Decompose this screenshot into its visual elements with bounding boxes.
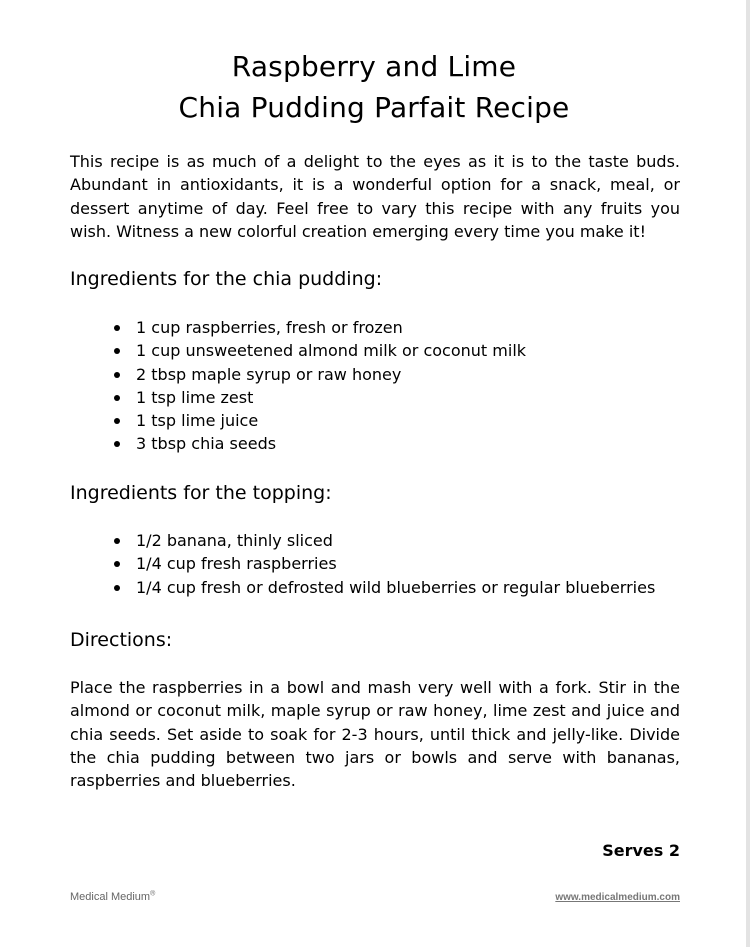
recipe-title (0, 46, 748, 128)
list-item: 1 cup raspberries, fresh or frozen (113, 316, 526, 339)
directions-heading: Directions: (70, 629, 173, 651)
page-edge (746, 0, 750, 947)
registered-mark: ® (150, 890, 156, 898)
recipe-title-line-1: Raspberry and Lime (231, 50, 517, 83)
chia-ingredients-heading: Ingredients for the chia pudding: (70, 268, 383, 290)
list-item: 1/4 cup fresh raspberries (113, 552, 655, 575)
footer-brand (70, 890, 155, 904)
topping-ingredients-list (113, 529, 655, 599)
intro-paragraph: This recipe is as much of a delight to the eyes as it is to the taste buds. Abundant in antioxidants, it is a wonderful option for a snack, meal, or dessert anytime of day. Feel free to vary this recipe with any fruits you wish. Witness a new colorful creation emerging every time you make it! (70, 152, 680, 241)
list-item: 1/2 banana, thinly sliced (113, 529, 655, 552)
footer-brand-name: Medical Medium (70, 891, 151, 903)
list-item: 1 cup unsweetened almond milk or coconut milk (113, 339, 526, 362)
recipe-title-line-2: Chia Pudding Parfait Recipe (178, 91, 570, 124)
list-item: 3 tbsp chia seeds (113, 432, 526, 455)
list-item: 1 tsp lime zest (113, 386, 526, 409)
list-item: 1/4 cup fresh or defrosted wild blueberries or regular blueberries (113, 576, 655, 599)
chia-ingredients-list (113, 316, 526, 456)
list-item: 1 tsp lime juice (113, 409, 526, 432)
list-item: 2 tbsp maple syrup or raw honey (113, 363, 526, 386)
serves-label: Serves 2 (602, 841, 680, 860)
footer-website-link[interactable]: www.medicalmedium.com (555, 892, 680, 903)
directions-paragraph: Place the raspberries in a bowl and mash very well with a fork. Stir in the almond or coconut milk, maple syrup or raw honey, lime zest and juice and chia seeds. Set aside to soak for 2-3 hours, until thick and jelly-like. Divide the chia pudding between two jars or bowls and serve with bananas, raspberries and blueberries. (70, 678, 680, 791)
topping-ingredients-heading: Ingredients for the topping: (70, 482, 332, 504)
